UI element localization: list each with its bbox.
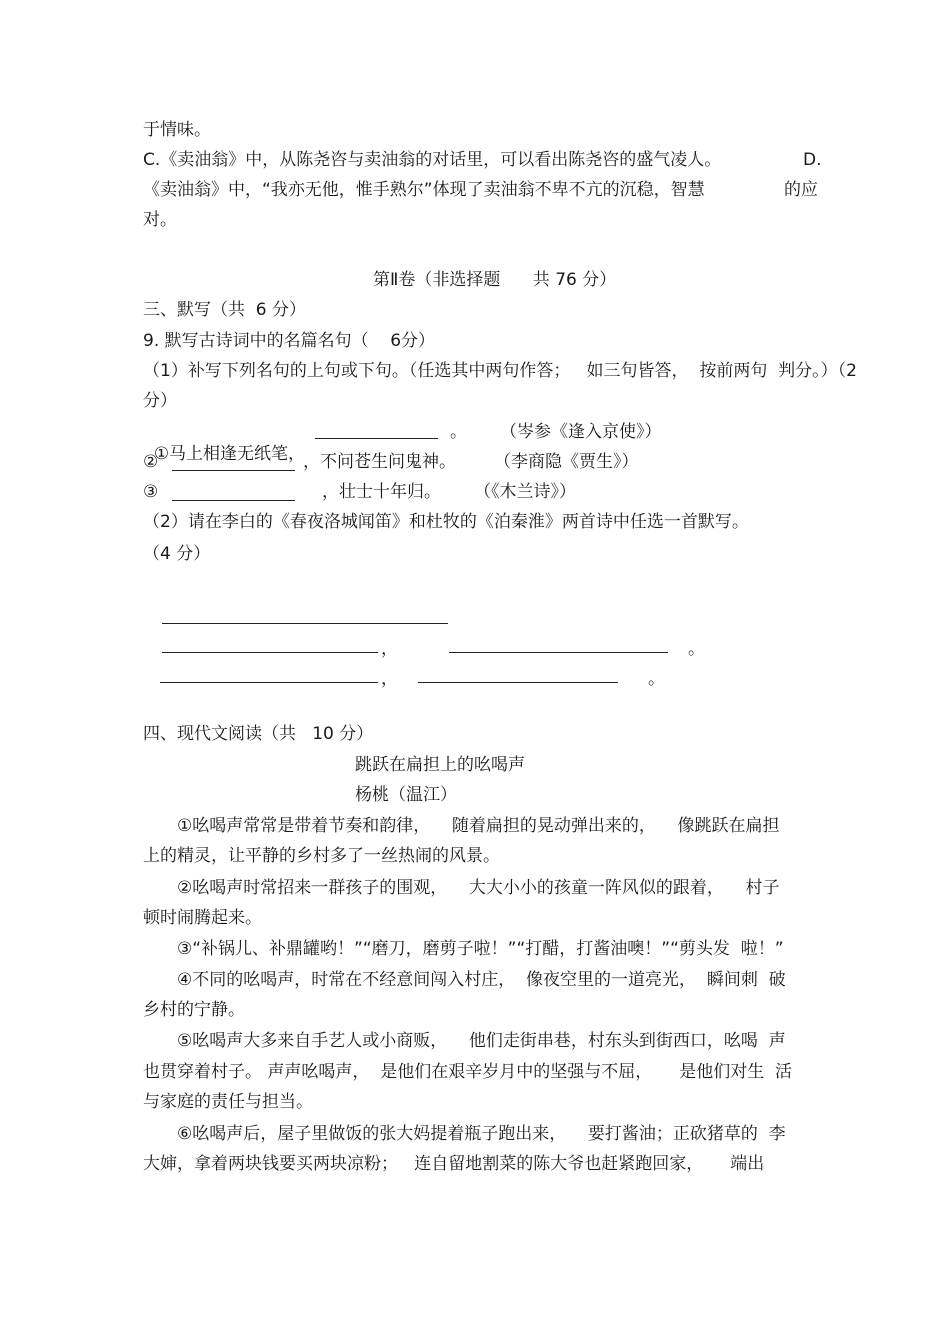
option-d-label: D. [803, 150, 822, 170]
q9-sub2-score: （4 分） [143, 544, 211, 564]
paragraph-6-line-2: 大婶，拿着两块钱要买两块凉粉； 连自留地割菜的陈大爷也赶紧跑回家， 端出 [143, 1154, 765, 1174]
poem-comma-2: ， [381, 669, 398, 689]
section-3-heading: 三、默写（共 6 分） [143, 300, 307, 320]
paragraph-4-line-2: 乡村的宁静。 [143, 1000, 245, 1020]
paragraph-5-line-1: ⑤吆喝声大多来自手艺人或小商贩， 他们走街串巷，村东头到街西口，吆喝 声 [177, 1031, 786, 1051]
option-c: C.《卖油翁》中，从陈尧咨与卖油翁的对话里，可以看出陈尧咨的盛气凌人。 [143, 150, 722, 170]
fill-blank-3[interactable] [172, 500, 295, 501]
poem-period-1: 。 [688, 639, 705, 659]
poem-line-1b[interactable] [449, 652, 668, 653]
article-author: 杨桃（温江） [355, 785, 457, 805]
poem-line-title[interactable] [162, 623, 448, 624]
option-d-text: 《卖油翁》中，“我亦无他，惟手熟尔”体现了卖油翁不卑不亢的沉稳，智慧 [143, 180, 705, 200]
fill-item-2-source: （李商隐《贾生》） [494, 452, 639, 472]
fill-item-1-source: （岑参《逢入京使》） [500, 422, 662, 442]
paragraph-2-line-1: ②吆喝声时常招来一群孩子的围观， 大大小小的孩童一阵风似的跟着， 村子 [177, 878, 780, 898]
q9-sub2-instructions: （2）请在李白的《春夜洛城闻笛》和杜牧的《泊秦淮》两首诗中任选一首默写。 [143, 512, 749, 532]
poem-period-2: 。 [648, 669, 665, 689]
article-title: 跳跃在扁担上的吆喝声 [355, 755, 525, 775]
fill-item-3-text: ，壮士十年归。 [322, 482, 441, 502]
fill-item-2-num: ② [143, 452, 159, 472]
fill-blank-1[interactable] [315, 438, 438, 439]
paragraph-1-line-2: 上的精灵，让平静的乡村多了一丝热闹的风景。 [143, 846, 500, 866]
poem-line-2b[interactable] [418, 682, 618, 683]
part-title: 第Ⅱ卷（非选择题 共 76 分） [373, 270, 617, 290]
paragraph-5-line-3: 与家庭的责任与担当。 [143, 1092, 313, 1112]
option-d-tail: 对。 [143, 210, 177, 230]
fill-item-1 [143, 421, 305, 465]
paragraph-1-line-1: ①吆喝声常常是带着节奏和韵律， 随着扁担的晃动弹出来的， 像跳跃在扁担 [177, 816, 780, 836]
poem-line-2a[interactable] [160, 682, 378, 683]
fill-item-3-num: ③ [143, 482, 159, 502]
paragraph-3: ③“补锅儿、补鼎罐哟！”“磨刀，磨剪子啦！”“打醋，打酱油噢！”“剪头发 啦！” [177, 939, 784, 959]
paragraph-5-line-2: 也贯穿着村子。 声声吆喝声， 是他们在艰辛岁月中的坚强与不屈， 是他们对生 活 [143, 1062, 793, 1082]
fill-item-3-source: （《木兰诗》） [474, 482, 576, 502]
fill-item-2-text: ，不问苍生问鬼神。 [303, 452, 456, 472]
poem-comma-1: ， [381, 639, 398, 659]
q9-sub1-instructions: （1）补写下列名句的上句或下句。（任选其中两句作答； 如三句皆答， 按前两句 判分。）（2 [143, 361, 857, 381]
option-d-text-end: 的应 [784, 180, 818, 200]
paragraph-2-line-2: 顿时闹腾起来。 [143, 908, 262, 928]
question-9: 9. 默写古诗词中的名篇名句（ 6分） [143, 331, 436, 351]
option-b-tail: 于情味。 [143, 120, 211, 140]
fill-item-1-text: ①马上相逢无纸笔， [153, 444, 306, 464]
paragraph-6-line-1: ⑥吆喝声后，屋子里做饭的张大妈提着瓶子跑出来， 要打酱油；正砍猪草的 李 [177, 1124, 786, 1144]
q9-sub1-score: 分） [143, 391, 177, 411]
fill-blank-2[interactable] [172, 470, 295, 471]
poem-line-1a[interactable] [162, 652, 378, 653]
section-4-heading: 四、现代文阅读（共 10 分） [143, 724, 374, 744]
fill-item-1-end: 。 [450, 422, 467, 442]
paragraph-4-line-1: ④不同的吆喝声，时常在不经意间闯入村庄， 像夜空里的一道亮光， 瞬间刺 破 [177, 970, 786, 990]
